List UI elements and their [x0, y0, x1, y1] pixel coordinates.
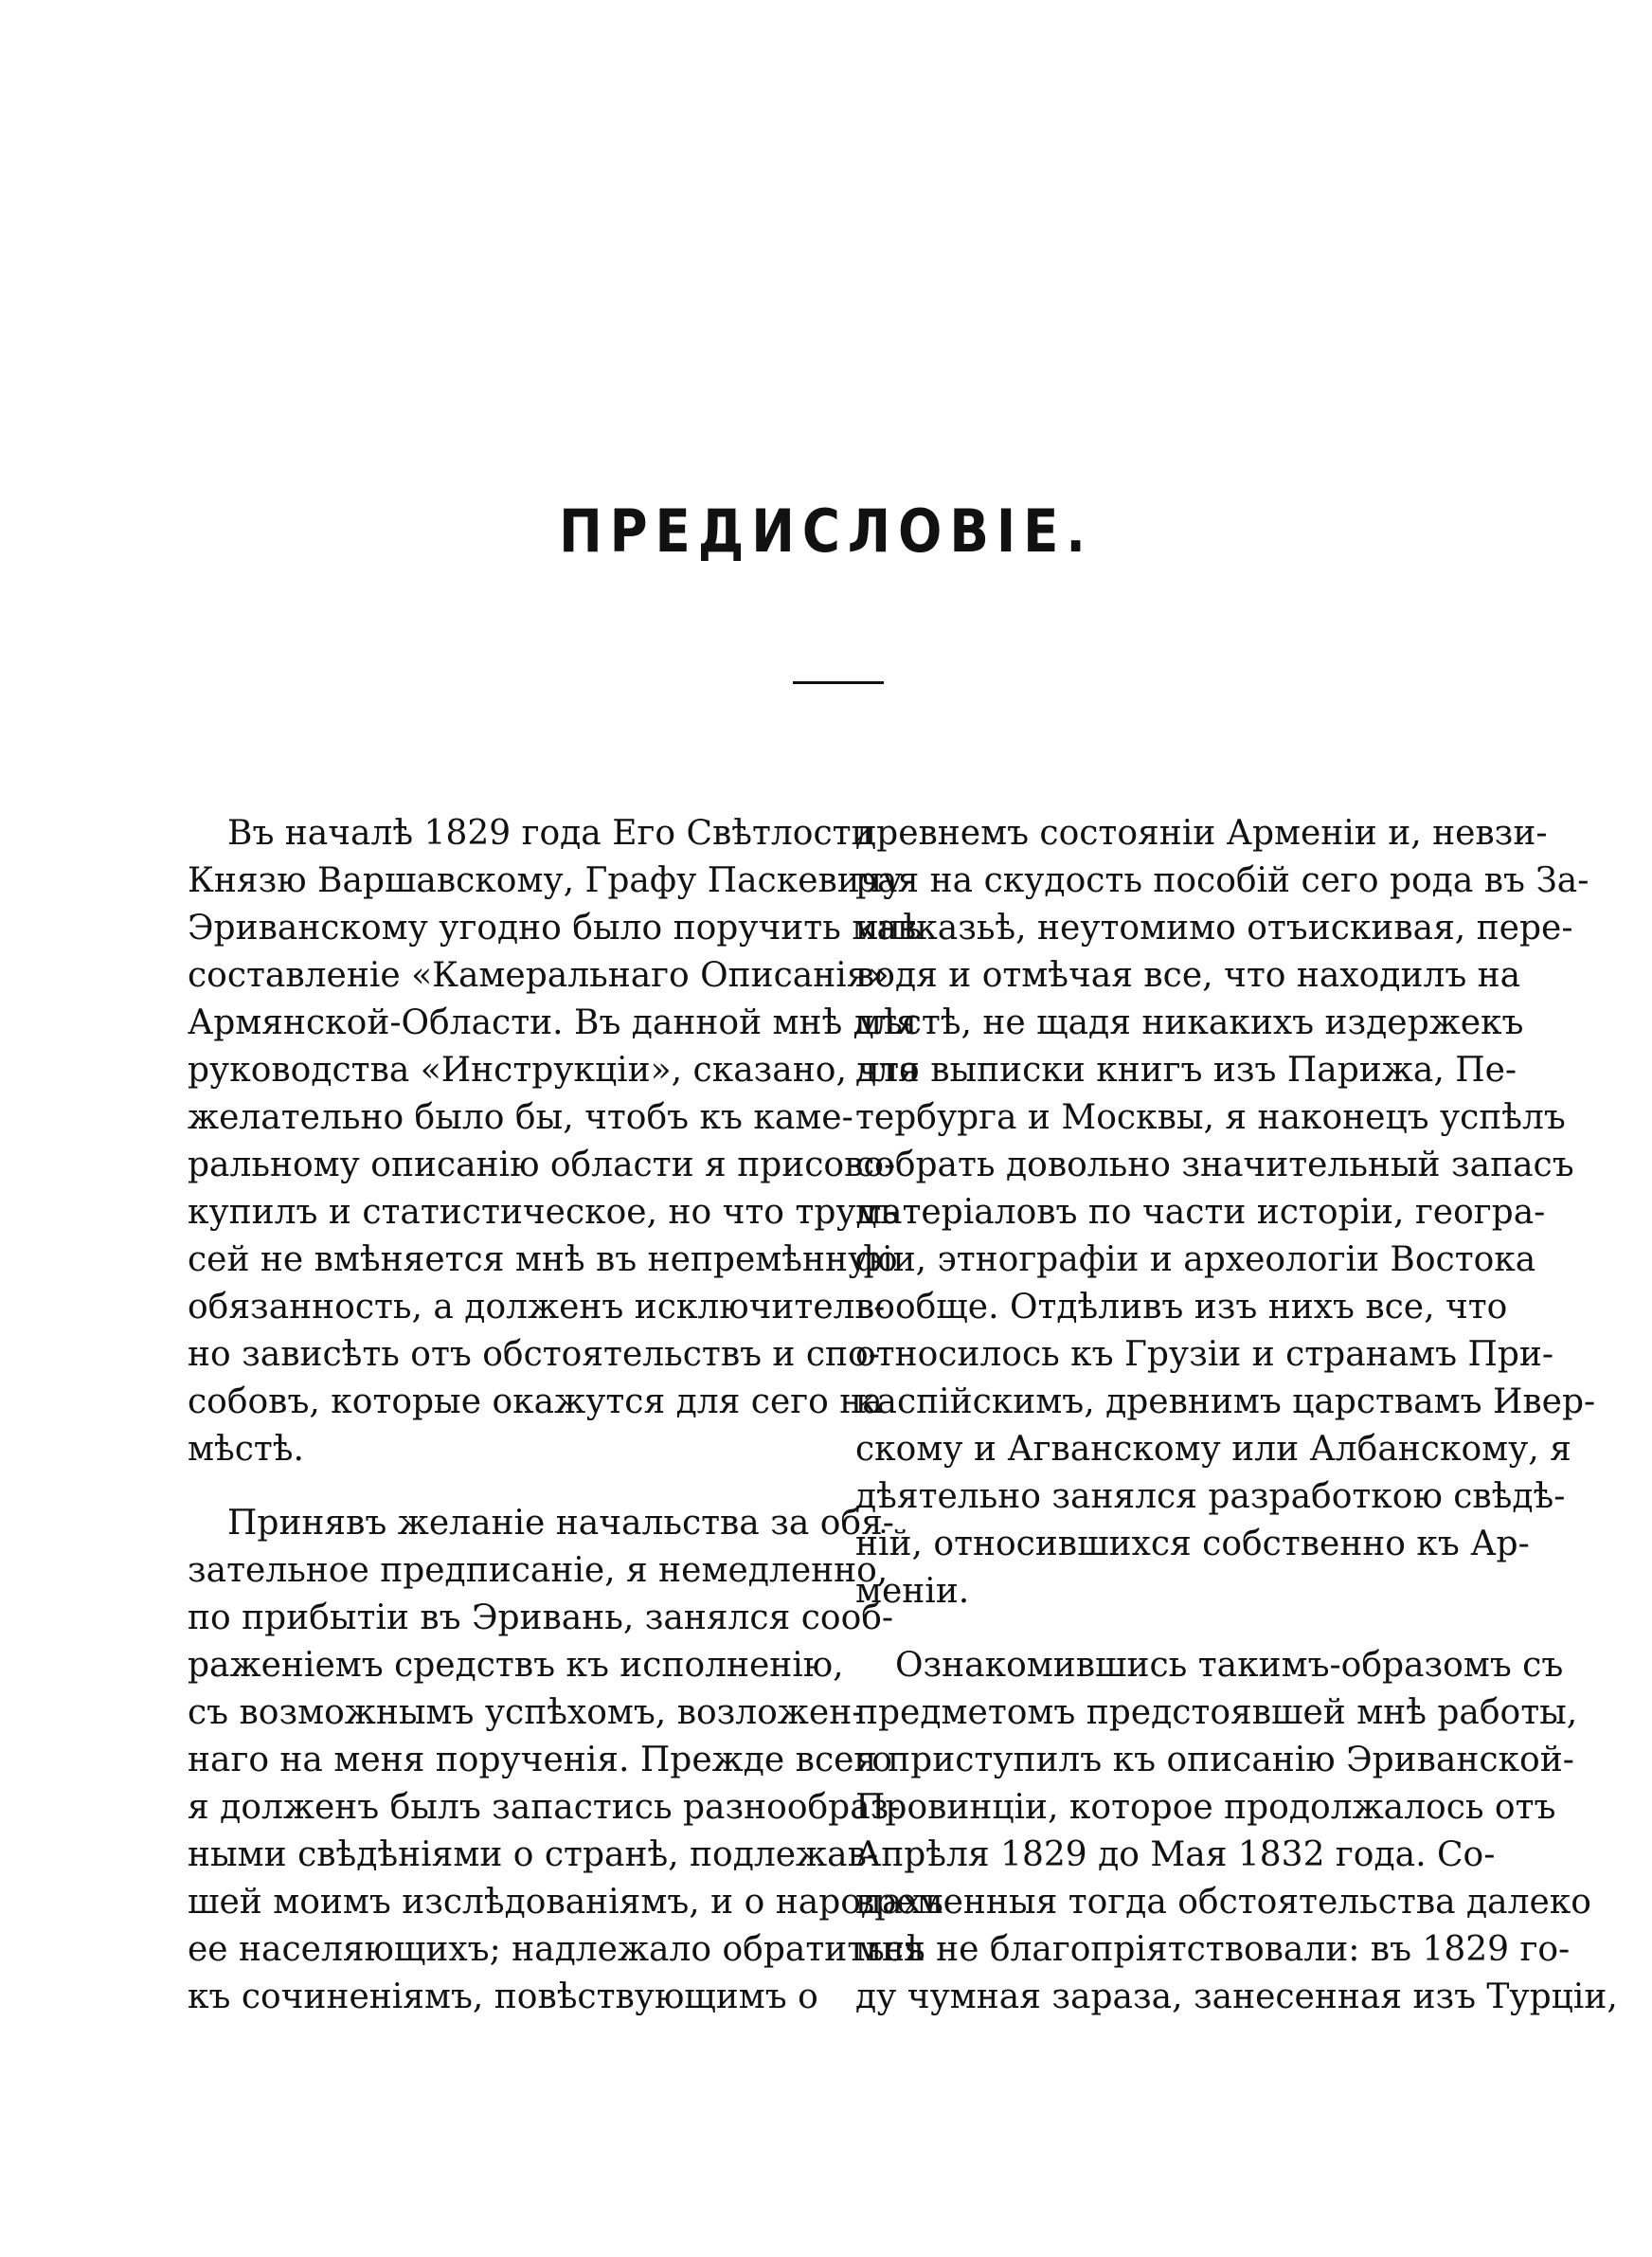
text-line: я долженъ былъ запастись разнообраз- [188, 1788, 901, 1827]
text-line: ее населяющихъ; надлежало обратиться [188, 1930, 925, 1969]
right-column [855, 810, 1618, 2021]
text-line: ными свѣдѣніями о странѣ, подлежав- [188, 1835, 879, 1874]
text-line: съ возможнымъ успѣхомъ, возложен- [188, 1693, 864, 1732]
text-line: Въ началѣ 1829 года Его Свѣтлости [227, 814, 874, 853]
text-line: ральному описанію области я присово- [188, 1146, 896, 1184]
text-line: Князю Варшавскому, Графу Паскевичу- [188, 861, 914, 900]
text-line: руководства «Инструкціи», сказано, что [188, 1051, 920, 1090]
text-line: временныя тогда обстоятельства далеко [855, 1883, 1591, 1922]
text-line: Провинціи, которое продолжалось отъ [855, 1788, 1556, 1827]
text-line: фіи, этнографіи и археологіи Востока [855, 1240, 1536, 1279]
text-line: матеріаловъ по части исторіи, геогра- [855, 1193, 1546, 1232]
text-line: Армянской-Области. Въ данной мнѣ для [188, 1003, 918, 1042]
text-line: Ознакомившись такимъ-образомъ съ [895, 1646, 1564, 1685]
text-line: шей моимъ изслѣдованіямъ, и о народахъ [188, 1883, 943, 1922]
text-line: я приступилъ къ описанію Эриванской- [855, 1741, 1574, 1779]
paragraph [855, 810, 1596, 1616]
text-line: каспійскимъ, древнимъ царствамъ Ивер- [855, 1382, 1596, 1421]
text-line: наго на меня порученія. Прежде всего [188, 1741, 892, 1779]
text-line: рая на скудость пособій сего рода въ За- [855, 861, 1589, 900]
text-line: предметомъ предстоявшей мнѣ работы, [855, 1693, 1578, 1732]
heading-rule [793, 681, 884, 684]
text-line: сей не вмѣняется мнѣ въ непремѣнную [188, 1240, 898, 1279]
text-line: тербурга и Москвы, я наконецъ успѣлъ [855, 1098, 1566, 1137]
text-line: Эриванскому угодно было поручить мнѣ [188, 909, 922, 948]
text-line: желательно было бы, чтобъ къ каме- [188, 1098, 853, 1137]
paragraph [855, 1642, 1618, 2021]
text-line: Апрѣля 1829 до Мая 1832 года. Со- [855, 1835, 1496, 1874]
text-line: ду чумная зараза, занесенная изъ Турціи, [855, 1977, 1618, 2016]
text-line: собрать довольно значительный запасъ [855, 1146, 1574, 1184]
text-line: дѣятельно занялся разработкою свѣдѣ- [855, 1477, 1566, 1516]
text-line: водя и отмѣчая все, что находилъ на [855, 956, 1521, 995]
text-line: къ сочиненіямъ, повѣствующимъ о [188, 1977, 818, 2016]
text-line: мнѣ не благопріятствовали: въ 1829 го- [855, 1930, 1571, 1969]
text-line: кавказьѣ, неутомимо отъискивая, пере- [855, 909, 1573, 948]
page-heading: ПРЕДИСЛОВІЕ. [559, 497, 1093, 566]
text-line: ній, относившихся собственно къ Ар- [855, 1525, 1530, 1563]
text-line: собовъ, которые окажутся для сего на [188, 1382, 883, 1421]
text-line: зательное предписаніе, я немедленно, [188, 1551, 889, 1590]
paragraph-gap [855, 1616, 1481, 1642]
text-line: Принявъ желаніе начальства за обя- [227, 1504, 894, 1543]
text-line: но зависѣть отъ обстоятельствъ и спо- [188, 1335, 880, 1374]
text-line: по прибытіи въ Эривань, занялся сооб- [188, 1598, 894, 1637]
text-line: относилось къ Грузіи и странамъ При- [855, 1335, 1554, 1374]
paragraph-gap [188, 1473, 813, 1500]
text-line: вообще. Отдѣливъ изъ нихъ все, что [855, 1288, 1508, 1327]
text-line: древнемъ состояніи Арменіи и, невзи- [855, 814, 1548, 853]
text-line: мѣстѣ. [188, 1430, 304, 1469]
paragraph [188, 810, 922, 1473]
text-line: купилъ и статистическое, но что трудъ [188, 1193, 899, 1232]
text-line: составленіе «Камеральнаго Описанія» [188, 956, 889, 995]
text-line: меніи. [855, 1572, 970, 1611]
text-line: обязанность, а долженъ исключитель- [188, 1288, 886, 1327]
text-line: раженіемъ средствъ къ исполненію, [188, 1646, 844, 1685]
text-line: скому и Агванскому или Албанскому, я [855, 1430, 1571, 1469]
text-line: для выписки книгъ изъ Парижа, Пе- [855, 1051, 1517, 1090]
text-line: мѣстѣ, не щадя никакихъ издержекъ [855, 1003, 1524, 1042]
